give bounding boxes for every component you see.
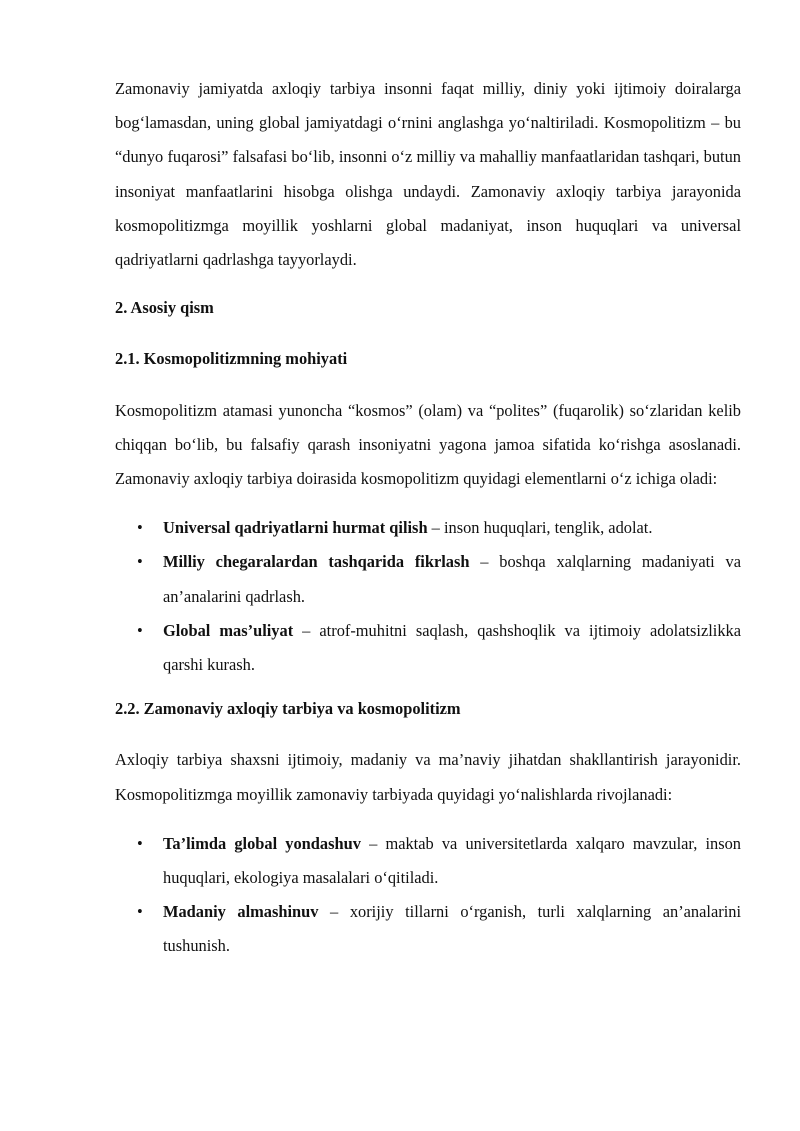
list-item-term: Universal qadriyatlarni hurmat qilish xyxy=(163,518,428,538)
list-item xyxy=(115,511,741,545)
section-2-1-paragraph: Kosmopolitizm atamasi yunoncha “kosmos” (olam) va “polites” (fuqarolik) so‘zlaridan kelib chiqqan bo‘lib, bu falsafiy qarash insoniyatni yagona jamoa sifatida ko‘rishga asoslanadi. Zamonaviy axloqiy tarbiya doirasida kosmopolitizm quyidagi elementlarni o‘z ichiga oladi: xyxy=(115,400,741,489)
list-item-text: – xorijiy tillarni o‘rganish, turli xalqlarning an’analarini tushunish. xyxy=(163,902,741,956)
section-heading-2-2: 2.2. Zamonaviy axloqiy tarbiya va kosmopolitizm xyxy=(115,699,461,719)
section-2-1-bullet-list xyxy=(115,511,741,682)
section-heading-2: 2. Asosiy qism xyxy=(115,298,214,318)
list-item xyxy=(115,545,741,613)
bullet-icon: • xyxy=(137,552,143,572)
list-item xyxy=(115,827,741,895)
list-item-text: – boshqa xalqlarning madaniyati va an’analarini qadrlash. xyxy=(163,552,741,606)
bullet-icon: • xyxy=(137,518,143,538)
intro-paragraph: Zamonaviy jamiyatda axloqiy tarbiya insonni faqat milliy, diniy yoki ijtimoiy doiralarga bog‘lamasdan, uning global jamiyatdagi o‘rnini anglashga yo‘naltiriladi. Kosmopolitizm – bu “dunyo fuqarosi” falsafasi bo‘lib, insonni o‘z milliy va mahalliy manfaatlaridan tashqari, butun insoniyat manfaatlarini hisobga olishga undaydi. Zamonaviy axloqiy tarbiya jarayonida kosmopolitizmga moyillik yoshlarni global madaniyat, inson huquqlari va universal qadriyatlarni qadrlashga tayyorlaydi. xyxy=(115,79,741,270)
page-content xyxy=(115,72,741,974)
list-item xyxy=(115,614,741,682)
list-item-text: – maktab va universitetlarda xalqaro mavzular, inson huquqlari, ekologiya masalalari o‘qitiladi. xyxy=(163,833,742,888)
bullet-icon: • xyxy=(137,620,143,640)
list-item-term: Madaniy almashinuv xyxy=(163,902,319,922)
list-item-term: Global mas’uliyat xyxy=(163,620,294,640)
list-item-term: Milliy chegaralardan tashqarida fikrlash xyxy=(163,552,470,572)
section-2-2-paragraph: Axloqiy tarbiya shaxsni ijtimoiy, madaniy va ma’naviy jihatdan shakllantirish jarayonidir. Kosmopolitizmga moyillik zamonaviy tarbiyada quyidagi yo‘nalishlarda rivojlanadi: xyxy=(115,750,741,804)
section-heading-2-1: 2.1. Kosmopolitizmning mohiyati xyxy=(115,349,348,369)
list-item-term: Ta’limda global yondashuv xyxy=(163,833,361,853)
list-item-text: – inson huquqlari, tenglik, adolat. xyxy=(427,518,653,538)
section-2-2-bullet-list xyxy=(115,827,741,964)
bullet-icon: • xyxy=(137,902,143,922)
list-item xyxy=(115,895,741,963)
bullet-icon: • xyxy=(137,833,143,853)
list-item-text: – atrof-muhitni saqlash, qashshoqlik va ijtimoiy adolatsizlikka qarshi kurash. xyxy=(163,620,742,675)
